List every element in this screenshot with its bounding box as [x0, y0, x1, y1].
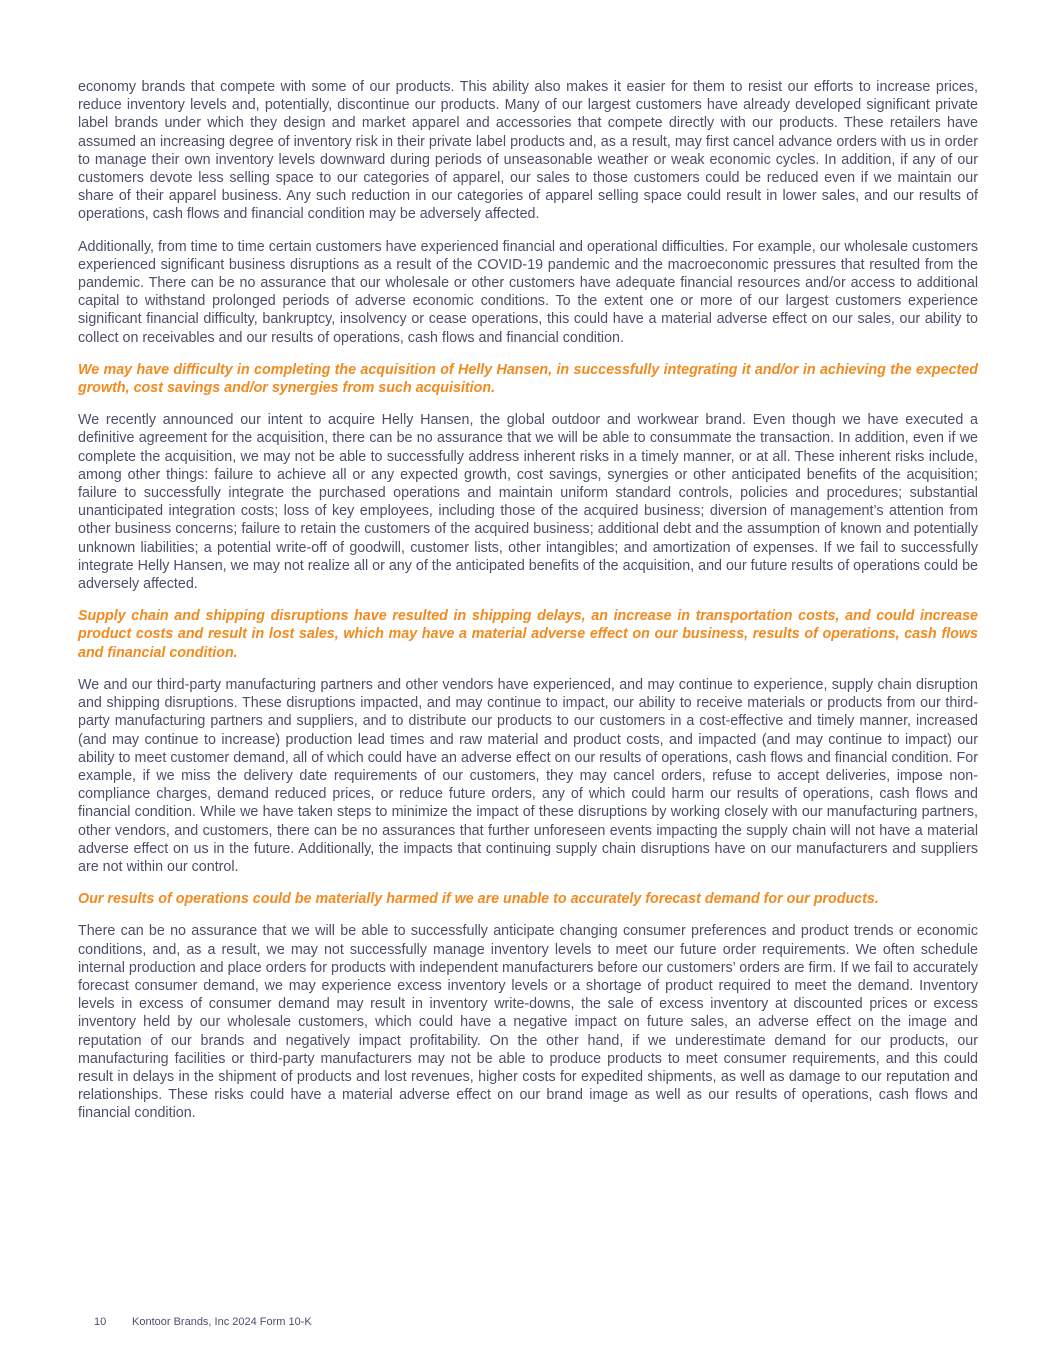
page-footer	[94, 1316, 312, 1328]
paragraph-demand-forecast: There can be no assurance that we will be able to successfully anticipate changing consumer preferences and product trends or economic conditions, and, as a result, we may not successfully manage inventory levels to meet our future order requirements. We often schedule internal production and place orders for products with independent manufacturers before our customers’ orders are firm. If we fail to accurately forecast consumer demand, we may experience excess inventory levels or a shortage of product required to meet the demand. Inventory levels in excess of consumer demand may result in inventory write-downs, the sale of excess inventory at discounted prices or excess inventory held by our wholesale customers, which could have a negative impact on future sales, an adverse effect on the image and reputation of our brands and negatively impact profitability. On the other hand, if we underestimate demand for our products, our manufacturing facilities or third-party manufacturers may not be able to produce products to meet consumer requirements, and this could result in delays in the shipment of products and lost revenues, higher costs for expedited shipments, as well as damage to our reputation and relationships. These risks could have a material adverse effect on our brand image as well as our results of operations, cash flows and financial condition.	[78, 923, 978, 1122]
paragraph-helly-hansen-acquisition: We recently announced our intent to acquire Helly Hansen, the global outdoor and workwear brand. Even though we have executed a definitive agreement for the acquisition, there can be no assurance that we will be able to consummate the transaction. In addition, even if we complete the acquisition, we may not be able to successfully address inherent risks in a timely manner, or at all. These inherent risks include, among other things: failure to achieve all or any expected growth, cost savings, synergies or other anticipated benefits of the acquisition; failure to successfully integrate the purchased operations and maintain uniform standard controls, policies and procedures; substantial unanticipated integration costs; loss of key employees, including those of the acquired business; diversion of management’s attention from other business concerns; failure to retain the customers of the acquired business; additional debt and the assumption of known and potentially unknown liabilities; a potential write-off of goodwill, customer lists, other intangibles; and amortization of expenses. If we fail to successfully integrate Helly Hansen, we may not realize all or any of the anticipated benefits of the acquisition, and our future results of operations could be adversely affected.	[78, 412, 978, 593]
paragraph-customer-financial-difficulties: Additionally, from time to time certain customers have experienced financial and operational difficulties. For example, our wholesale customers experienced significant business disruptions as a result of the COVID-19 pandemic and the macroeconomic pressures that resulted from the pandemic. There can be no assurance that our wholesale or other customers have adequate financial resources and/or access to additional capital to withstand prolonged periods of adverse economic conditions. To the extent one or more of our largest customers experience significant financial difficulty, bankruptcy, insolvency or cease operations, this could have a material adverse effect on our sales, our ability to collect on receivables and our results of operations, cash flows and financial condition.	[78, 238, 978, 346]
footer-document-title: Kontoor Brands, Inc 2024 Form 10-K	[132, 1316, 312, 1328]
page-number: 10	[94, 1316, 107, 1328]
paragraph-supply-chain-disruptions: We and our third-party manufacturing partners and other vendors have experienced, and may continue to experience, supply chain disruption and shipping disruptions. These disruptions impacted, and may continue to impact, our ability to receive materials or products from our third-party manufacturing partners and suppliers, and to distribute our products to our customers in a cost-effective and timely manner, increased (and may continue to increase) production lead times and raw material and product costs, and impacted (and may continue to impact) our ability to meet customer demand, all of which could have an adverse effect on our results of operations, cash flows and financial condition. For example, if we miss the delivery date requirements of our customers, they may cancel orders, refuse to accept deliveries, impose non-compliance charges, demand reduced prices, or reduce future orders, any of which could harm our results of operations, cash flows and financial condition. While we have taken steps to minimize the impact of these disruptions by working closely with our manufacturing partners, other vendors, and customers, there can be no assurances that further unforeseen events impacting the supply chain will not have a material adverse effect on us in the future. Additionally, the impacts that continuing supply chain disruptions have on our manufacturers and suppliers are not within our control.	[78, 676, 978, 875]
risk-heading-demand-forecast: Our results of operations could be materially harmed if we are unable to accurately forecast demand for our products.	[78, 891, 879, 908]
paragraph-customer-private-labels: economy brands that compete with some of our products. This ability also makes it easier for them to resist our efforts to increase prices, reduce inventory levels and, potentially, discontinue our products. Many of our largest customers have already developed significant private label brands under which they design and market apparel and accessories that compete directly with our products. These retailers have assumed an increasing degree of inventory risk in their private label products and, as a result, may first cancel advance orders with us in order to manage their own inventory levels downward during periods of unseasonable weather or weak economic cycles. In addition, if any of our customers devote less selling space to our categories of apparel, our sales to those customers could be reduced even if we maintain our share of their apparel business. Any such reduction in our categories of apparel selling space could result in lower sales, and our results of operations, cash flows and financial condition may be adversely affected.	[78, 79, 978, 223]
risk-heading-helly-hansen: We may have difficulty in completing the acquisition of Helly Hansen, in successfully integrating it and/or in achieving the expected growth, cost savings and/or synergies from such acquisition.	[78, 361, 978, 397]
risk-heading-supply-chain: Supply chain and shipping disruptions have resulted in shipping delays, an increase in transportation costs, and could increase product costs and result in lost sales, which may have a material adverse effect on our business, results of operations, cash flows and financial condition.	[78, 608, 978, 661]
document-body	[78, 78, 978, 1137]
